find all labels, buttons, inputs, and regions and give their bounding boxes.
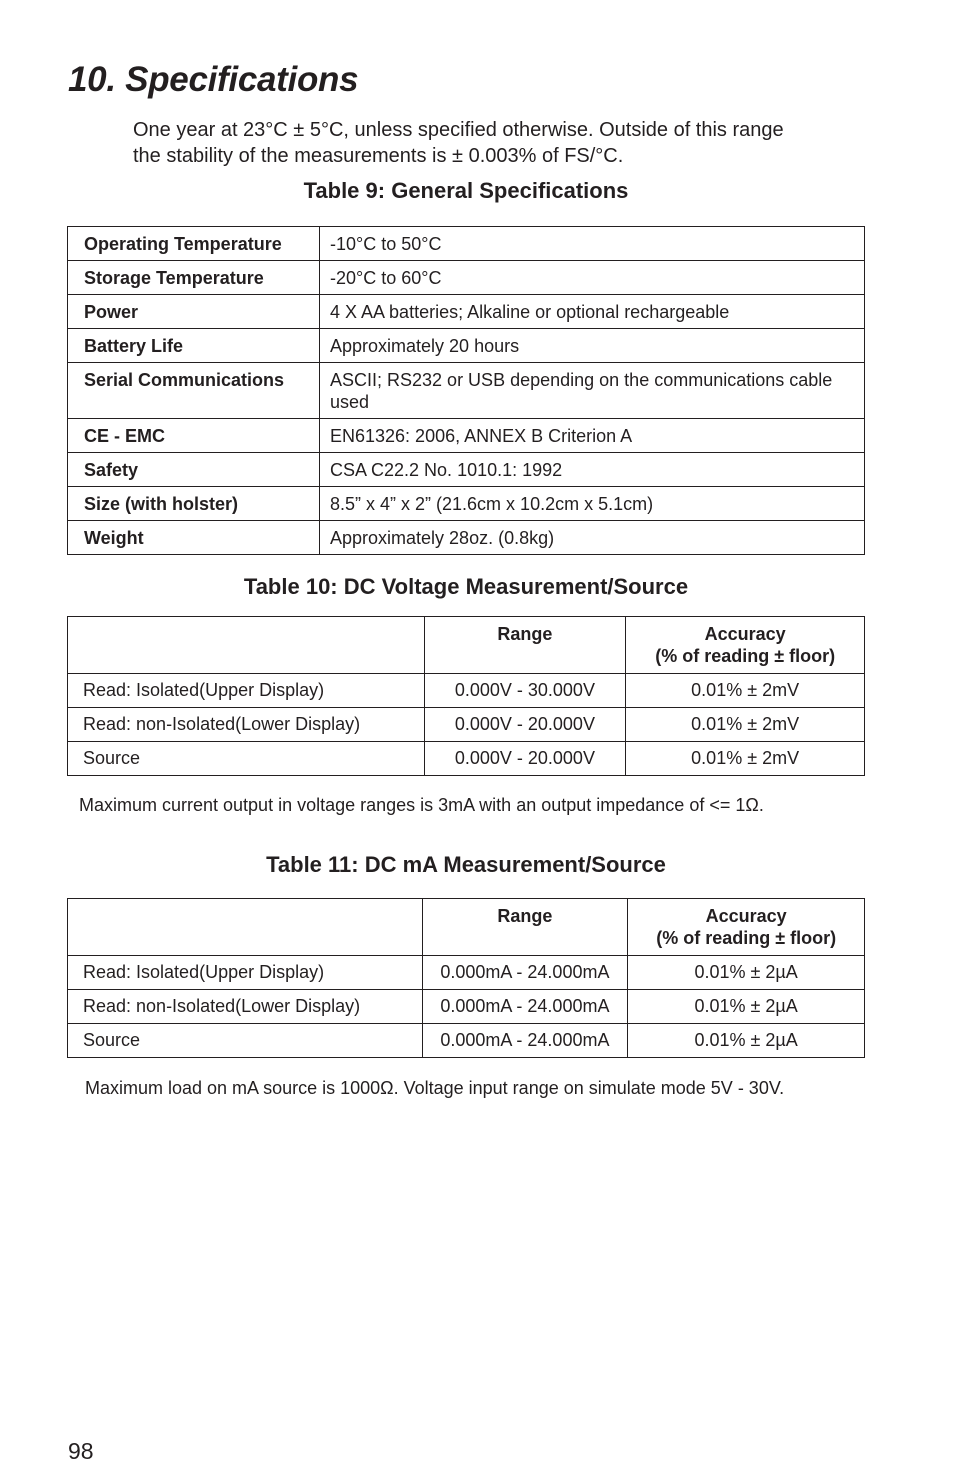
accuracy-cell: 0.01% ± 2mV (626, 742, 865, 776)
table-row (68, 453, 865, 487)
dc-ma-table (67, 898, 865, 1058)
table-row (68, 1024, 865, 1058)
row-label: Read: non-Isolated(Lower Display) (68, 708, 425, 742)
range-cell: 0.000V - 20.000V (424, 708, 626, 742)
spec-key: Power (68, 295, 320, 329)
spec-key: Storage Temperature (68, 261, 320, 295)
blank-header (68, 617, 425, 674)
range-header: Range (424, 617, 626, 674)
row-label: Read: non-Isolated(Lower Display) (68, 990, 423, 1024)
spec-value: CSA C22.2 No. 1010.1: 1992 (320, 453, 865, 487)
accuracy-cell: 0.01% ± 2µA (628, 1024, 865, 1058)
accuracy-cell: 0.01% ± 2mV (626, 708, 865, 742)
row-label: Source (68, 1024, 423, 1058)
table10-caption: Table 10: DC Voltage Measurement/Source (243, 574, 689, 599)
table-row (68, 329, 865, 363)
table-row (68, 742, 865, 776)
table-row (68, 261, 865, 295)
accuracy-header-line1: Accuracy (704, 624, 786, 644)
table-header-row (68, 899, 865, 956)
general-specifications-table (67, 226, 865, 555)
page-title: 10. Specifications (68, 60, 359, 99)
spec-value: -10°C to 50°C (320, 227, 865, 261)
blank-header (68, 899, 423, 956)
page-number: 98 (68, 1438, 94, 1464)
accuracy-header-line2: (% of reading ± floor) (656, 928, 837, 948)
table-row (68, 521, 865, 555)
row-label: Read: Isolated(Upper Display) (68, 674, 425, 708)
spec-key: Serial Communications (68, 363, 320, 419)
accuracy-header (626, 617, 865, 674)
table-row (68, 295, 865, 329)
table-row (68, 227, 865, 261)
intro-line-2: the stability of the measurements is ± 0.003% of FS/°C. (133, 145, 624, 167)
row-label: Source (68, 742, 425, 776)
accuracy-cell: 0.01% ± 2µA (628, 990, 865, 1024)
accuracy-header-line1: Accuracy (705, 906, 787, 926)
table-row (68, 487, 865, 521)
spec-key: CE - EMC (68, 419, 320, 453)
spec-value: Approximately 20 hours (320, 329, 865, 363)
intro-line-1: One year at 23°C ± 5°C, unless specified otherwise. Outside of this range (133, 119, 784, 141)
accuracy-header (628, 899, 865, 956)
table-row (68, 674, 865, 708)
range-header: Range (422, 899, 628, 956)
row-label: Read: Isolated(Upper Display) (68, 956, 423, 990)
spec-key: Safety (68, 453, 320, 487)
table-row (68, 956, 865, 990)
spec-key: Weight (68, 521, 320, 555)
range-cell: 0.000mA - 24.000mA (422, 956, 628, 990)
accuracy-cell: 0.01% ± 2µA (628, 956, 865, 990)
dc-voltage-table (67, 616, 865, 776)
spec-value: 8.5” x 4” x 2” (21.6cm x 10.2cm x 5.1cm) (320, 487, 865, 521)
ma-note: Maximum load on mA source is 1000Ω. Voltage input range on simulate mode 5V - 30V. (85, 1078, 785, 1098)
table-row (68, 363, 865, 419)
table-row (68, 990, 865, 1024)
table-row (68, 419, 865, 453)
table-row (68, 708, 865, 742)
table-header-row (68, 617, 865, 674)
spec-key: Operating Temperature (68, 227, 320, 261)
spec-key: Battery Life (68, 329, 320, 363)
spec-value: 4 X AA batteries; Alkaline or optional rechargeable (320, 295, 865, 329)
table9-caption: Table 9: General Specifications (303, 178, 629, 203)
spec-value: ASCII; RS232 or USB depending on the communications cable used (320, 363, 865, 419)
spec-value: EN61326: 2006, ANNEX B Criterion A (320, 419, 865, 453)
range-cell: 0.000mA - 24.000mA (422, 990, 628, 1024)
voltage-note: Maximum current output in voltage ranges is 3mA with an output impedance of <= 1Ω. (79, 795, 764, 815)
accuracy-header-line2: (% of reading ± floor) (655, 646, 836, 666)
spec-value: -20°C to 60°C (320, 261, 865, 295)
table11-caption: Table 11: DC mA Measurement/Source (266, 852, 666, 877)
range-cell: 0.000V - 30.000V (424, 674, 626, 708)
intro-paragraph (133, 117, 893, 169)
range-cell: 0.000mA - 24.000mA (422, 1024, 628, 1058)
spec-value: Approximately 28oz. (0.8kg) (320, 521, 865, 555)
range-cell: 0.000V - 20.000V (424, 742, 626, 776)
accuracy-cell: 0.01% ± 2mV (626, 674, 865, 708)
spec-key: Size (with holster) (68, 487, 320, 521)
